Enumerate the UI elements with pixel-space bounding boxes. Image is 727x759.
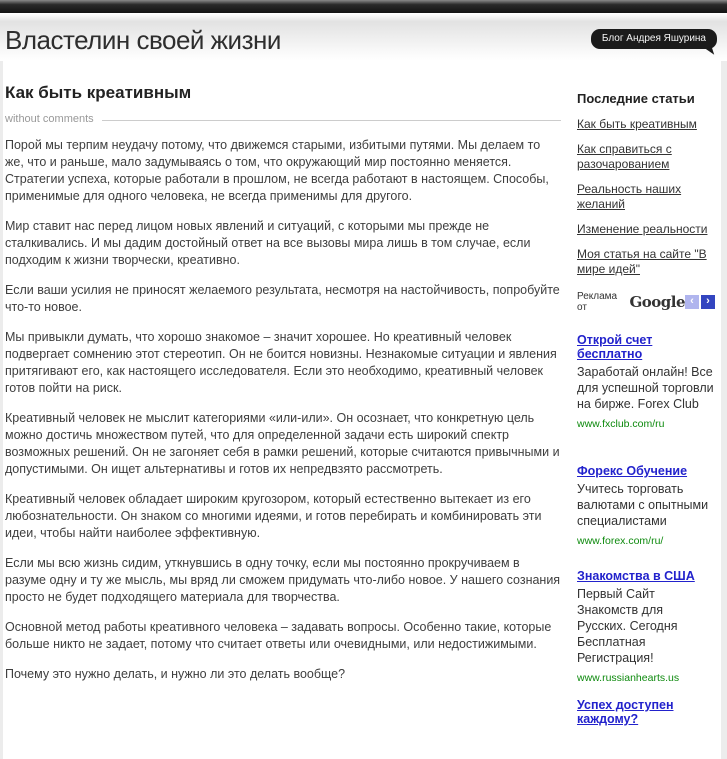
badge-tail (705, 46, 714, 57)
ad-url-link[interactable]: www.fxclub.com/ru (577, 418, 665, 430)
article-paragraph: Если ваши усилия не приносят желаемого результата, несмотря на настойчивость, попробуйте что-то новое. (5, 283, 560, 314)
site-header (0, 13, 727, 61)
ad-unit (577, 333, 715, 432)
meta-divider (102, 120, 561, 121)
sidebar-link-recent-article[interactable]: Как быть креативным (577, 117, 697, 131)
site-title: Властелин своей жизни (5, 25, 281, 55)
article-paragraph: Почему это нужно делать, и нужно ли это делать вообще? (5, 667, 346, 681)
recent-articles-heading: Последние статьи (577, 91, 695, 106)
article-paragraph: Основной метод работы креативного человека – задавать вопросы. Особенно такие, которые больше никто не задает, потому что считает ответы или очевидными, или недостижимыми. (5, 620, 552, 651)
article-paragraph: Креативный человек обладает широким кругозором, который естественно вытекает из его любознательности. Он знаком со многими идеями, и готов перебирать и комбинировать эти идеи, чтобы найти наиболее эффективную. (5, 492, 542, 540)
article-paragraph: Мы привыкли думать, что хорошо знакомое – значит хорошее. Но креативный человек подвергает сомнению этот стереотип. Он не боится новизны. Незнакомые ситуации и явления притягивают его, как настоящего исследователя. Если это необходимо, креативный человек готов пойти на риск. (5, 330, 557, 395)
ad-body-text: Первый Сайт Знакомств для Русских. Сегодня Бесплатная Регистрация! (577, 587, 678, 665)
article-meta-row (5, 113, 561, 125)
ad-title-link[interactable]: Форекс Обучение (577, 464, 688, 478)
ads-by-google-row (577, 291, 715, 313)
ad-url-link[interactable]: www.forex.com/ru/ (577, 535, 664, 547)
page-body (3, 61, 721, 759)
ad-url-link[interactable]: www.russianhearts.us (577, 672, 680, 684)
ad-title-link[interactable]: Знакомства в США (577, 569, 695, 583)
google-logo[interactable]: Google (629, 293, 685, 311)
sidebar-link-recent-article[interactable]: Реальность наших желаний (577, 182, 682, 211)
sidebar-link-recent-article[interactable]: Моя статья на сайте "В мире идей" (577, 247, 707, 276)
ads-label: Реклама от (577, 291, 618, 313)
ad-body-text: Заработай онлайн! Все для успешной торговли на бирже. Forex Club (577, 365, 714, 411)
ad-title-link[interactable]: Успех доступен каждому? (577, 698, 674, 726)
comments-status: without comments (5, 113, 94, 125)
article-paragraph: Порой мы терпим неудачу потому, что движемся старыми, избитыми путями. Мы делаем то же, что и раньше, мало задумываясь о том, что окружающий мир постоянно меняется. Стратегии успеха, которые работали в прошлом, не всегда работают в настоящем. Способы, применимые для одного человека, не всегда применимы для другого. (5, 138, 549, 203)
ad-body-text: Учитесь торговать валютами с опытными специалистами (577, 482, 709, 528)
sidebar-link-recent-article[interactable]: Изменение реальности (577, 222, 708, 236)
ad-unit (577, 462, 715, 549)
ads-pager (685, 295, 715, 309)
article-paragraph: Мир ставит нас перед лицом новых явлений и ситуаций, с которыми мы прежде не сталкивались. И мы дадим достойный ответ на все вызовы мира лишь в том случае, если подходим к жизни творчески, креативно. (5, 219, 531, 267)
article-column (3, 61, 573, 759)
sidebar-link-recent-article[interactable]: Как справиться с разочарованием (577, 142, 672, 171)
ad-title-link[interactable]: Открой счет бесплатно (577, 333, 653, 361)
article-paragraph: Если мы всю жизнь сидим, уткнувшись в одну точку, если мы постоянно прокручиваем в разуме одну и ту же мысль, мы вряд ли сможем придумать что-либо новое. У нашего сознания просто не будет подходящего материала для творчества. (5, 556, 561, 604)
ad-unit (577, 567, 715, 686)
ads-next-icon[interactable]: › (701, 295, 715, 309)
sidebar (573, 61, 721, 759)
blog-author-badge: Блог Андрея Яшурина (591, 29, 717, 49)
top-bar (0, 0, 727, 13)
article-title: Как быть креативным (5, 83, 192, 102)
ad-unit (577, 698, 715, 729)
ads-prev-icon[interactable]: ‹ (685, 295, 699, 309)
article-paragraph: Креативный человек не мыслит категориями «или-или». Он осознает, что конкретную цель можно достичь множеством путей, что для определенной задачи есть широкий спектр возможных решений. Он не загоняет себя в рамки решений, которые считаются привычными и допустимыми. Он ищет альтернативы и готов их непредвзято рассмотреть. (5, 411, 560, 476)
